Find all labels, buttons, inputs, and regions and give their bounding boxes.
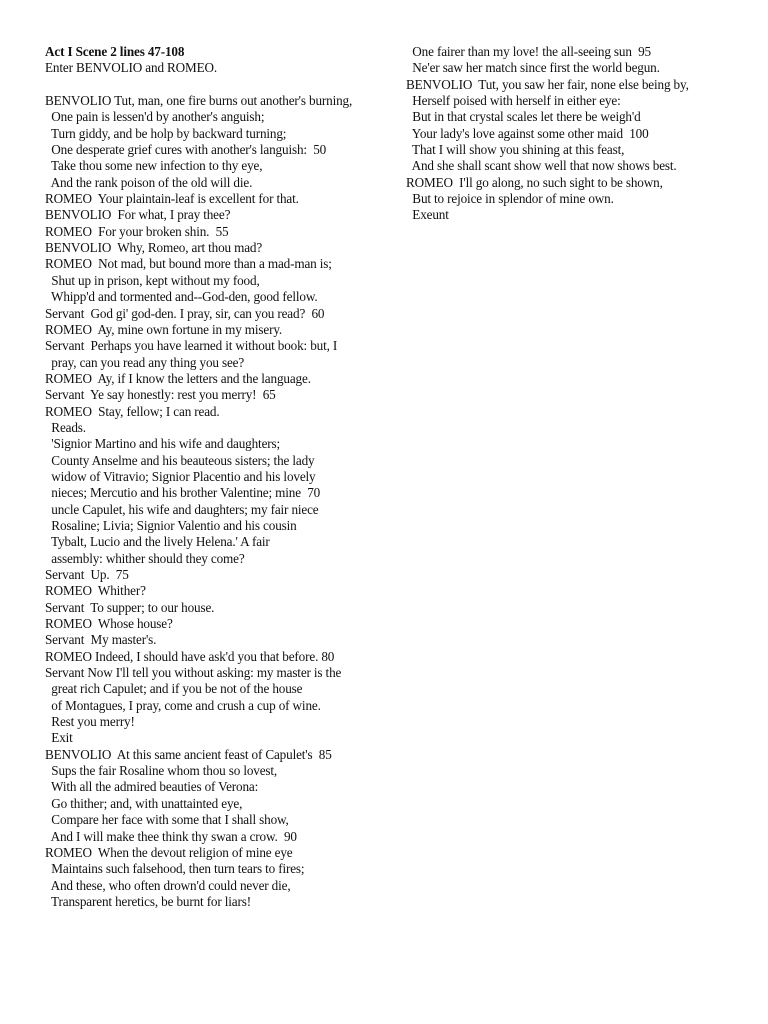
blank-line [45,77,370,93]
text-line: Rest you merry! [45,714,135,730]
text-line: Turn giddy, and be holp by backward turning; [45,125,287,141]
text-line: ROMEO Indeed, I should have ask'd you that before. 80 [45,648,335,664]
text-line: ROMEO Your plaintain-leaf is excellent for that. [45,191,299,207]
text-line: Servant Ye say honestly: rest you merry! 65 [45,387,276,403]
scene-heading: Act I Scene 2 lines 47-108 [45,44,185,59]
text-line: of Montagues, I pray, come and crush a cup of wine. [45,697,321,713]
text-line: And I will make thee think thy swan a crow. 90 [45,828,297,844]
text-line: With all the admired beauties of Verona: [45,779,259,795]
text-line: Servant My master's. [45,632,157,648]
text-line: One pain is lessen'd by another's anguish; [45,109,265,125]
text-line: ROMEO Whose house? [45,616,173,632]
text-line: That I will show you shining at this feast, [406,142,625,158]
text-line: Exit [45,730,73,746]
text-line: BENVOLIO Tut, man, one fire burns out another's burning, [45,93,353,109]
text-line: Tybalt, Lucio and the lively Helena.' A fair [45,534,270,550]
text-line: Reads. [45,419,86,435]
text-line: BENVOLIO Why, Romeo, art thou mad? [45,240,263,256]
text-line: Maintains such falsehood, then turn tears to fires; [45,861,305,877]
text-line: And she shall scant show well that now shows best. [406,158,677,174]
text-line: ROMEO Ay, if I know the letters and the language. [45,370,311,386]
text-line: assembly: whither should they come? [45,550,245,566]
text-line: Servant God gi' god-den. I pray, sir, can you read? 60 [45,305,325,321]
text-line: BENVOLIO At this same ancient feast of Capulet's 85 [45,746,332,762]
text-line: Whipp'd and tormented and--God-den, good fellow. [45,289,318,305]
text-line: BENVOLIO For what, I pray thee? [45,207,231,223]
text-line: pray, can you read any thing you see? [45,354,245,370]
text-line: Enter BENVOLIO and ROMEO. [45,60,218,76]
text-line: One desperate grief cures with another's languish: 50 [45,142,327,158]
text-line: Shut up in prison, kept without my food, [45,272,260,288]
text-line: widow of Vitravio; Signior Placentio and his lovely [45,468,316,484]
text-line: Sups the fair Rosaline whom thou so lovest, [45,763,278,779]
text-line: One fairer than my love! the all-seeing sun 95 [406,44,651,59]
left-text-column [45,44,370,910]
text-line: great rich Capulet; and if you be not of the house [45,681,303,697]
text-line: Your lady's love against some other maid 100 [406,125,649,141]
text-line: Compare her face with some that I shall show, [45,812,289,828]
text-line: ROMEO Ay, mine own fortune in my misery. [45,321,283,337]
text-line: ROMEO When the devout religion of mine eye [45,844,293,860]
text-line: But in that crystal scales let there be weigh'd [406,109,641,125]
text-line: BENVOLIO Tut, you saw her fair, none else being by, [406,76,689,92]
text-line: Servant Up. 75 [45,567,129,582]
text-line: Go thither; and, with unattainted eye, [45,795,243,811]
text-line: Ne'er saw her match since first the world begun. [406,60,660,76]
text-line: Servant To supper; to our house. [45,599,215,615]
text-line: ROMEO Whither? [45,583,146,599]
text-line: ROMEO Stay, fellow; I can read. [45,403,220,419]
text-line: Servant Now I'll tell you without asking: my master is the [45,665,342,681]
text-line: Take thou some new infection to thy eye, [45,158,263,174]
text-line: ROMEO For your broken shin. 55 [45,223,229,239]
text-line: But to rejoice in splendor of mine own. [406,191,614,207]
text-line: 'Signior Martino and his wife and daughters; [45,436,281,452]
text-line: Transparent heretics, be burnt for liars! [45,893,251,909]
text-line: ROMEO Not mad, but bound more than a mad-man is; [45,256,332,272]
text-line: And the rank poison of the old will die. [45,174,253,190]
text-line: And these, who often drown'd could never die, [45,877,291,893]
text-line: uncle Capulet, his wife and daughters; my fair niece [45,501,319,517]
text-line: ROMEO I'll go along, no such sight to be shown, [406,174,663,190]
right-text-column [406,44,726,224]
text-line: Rosaline; Livia; Signior Valentio and his cousin [45,517,297,533]
text-line: Servant Perhaps you have learned it without book: but, I [45,338,338,354]
text-line: Exeunt [406,207,449,223]
text-line: nieces; Mercutio and his brother Valentine; mine 70 [45,485,321,501]
text-line: Herself poised with herself in either eye: [406,93,621,109]
text-line: County Anselme and his beauteous sisters; the lady [45,452,315,468]
